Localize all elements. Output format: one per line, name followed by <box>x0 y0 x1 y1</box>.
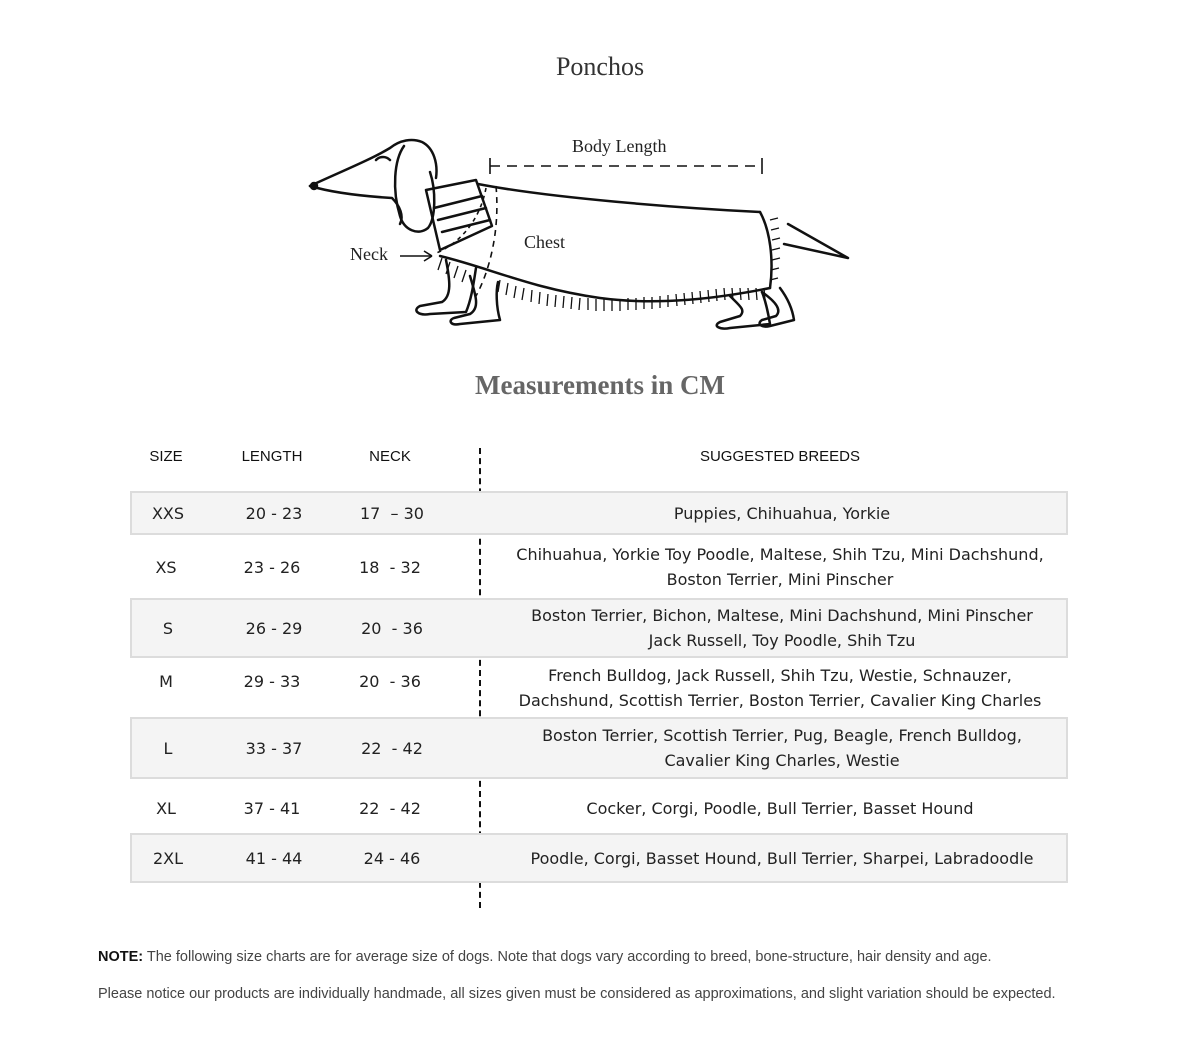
breeds-text: Cocker, Corgi, Poodle, Bull Terrier, Basset Hound <box>586 798 974 818</box>
neck-cell: 18 - 32 <box>359 557 421 577</box>
dog-measurement-diagram <box>300 120 880 335</box>
table-row <box>130 540 1068 594</box>
size-cell: 2XL <box>152 848 184 868</box>
breeds-cell <box>482 835 1082 881</box>
breeds-text: Puppies, Chihuahua, Yorkie <box>673 503 891 523</box>
breeds-cell <box>482 719 1082 777</box>
table-row <box>130 717 1068 779</box>
header-size: SIZE <box>149 448 183 465</box>
length-cell: 33 - 37 <box>245 738 303 758</box>
note-label: NOTE: <box>98 949 144 965</box>
size-cell: M <box>159 672 173 691</box>
breeds-text-line1: Boston Terrier, Scottish Terrier, Pug, Beagle, French Bulldog, <box>542 726 1022 745</box>
size-cell: L <box>163 738 173 758</box>
body-length-label: Body Length <box>572 136 667 156</box>
table-row <box>130 788 1068 828</box>
breeds-text-line2: Jack Russell, Toy Poodle, Shih Tzu <box>648 631 916 650</box>
breeds-text-line2: Cavalier King Charles, Westie <box>664 751 900 770</box>
header-suggested-breeds: SUGGESTED BREEDS <box>699 448 861 465</box>
breeds-text-line2: Dachshund, Scottish Terrier, Boston Terrier, Cavalier King Charles <box>518 691 1042 710</box>
breeds-text-line1: Chihuahua, Yorkie Toy Poodle, Maltese, Shih Tzu, Mini Dachshund, <box>516 545 1044 564</box>
size-cell: XXS <box>151 503 185 523</box>
size-cell: XL <box>156 798 176 818</box>
breeds-cell <box>480 540 1080 594</box>
length-cell: 29 - 33 <box>243 672 301 691</box>
note-text: The following size charts are for average size of dogs. Note that dogs vary according to breed, bone-structure, hair density and age. <box>143 949 992 965</box>
neck-label: Neck <box>350 244 388 264</box>
breeds-text-line1: French Bulldog, Jack Russell, Shih Tzu, Westie, Schnauzer, <box>548 666 1012 685</box>
table-row <box>130 833 1068 883</box>
breeds-text-line2: Boston Terrier, Mini Pinscher <box>666 570 894 589</box>
handmade-note: Please notice our products are individually handmade, all sizes given must be considered as approximations, and slight variation should be expected. <box>98 986 1056 1002</box>
breeds-cell <box>482 600 1082 656</box>
size-note <box>98 949 992 965</box>
breeds-cell <box>482 493 1082 533</box>
breeds-cell <box>480 662 1080 714</box>
measurements-heading: Measurements in CM <box>475 370 725 400</box>
chest-label: Chest <box>524 232 566 252</box>
breeds-cell <box>480 788 1080 828</box>
neck-cell: 20 - 36 <box>359 672 421 691</box>
length-cell: 23 - 26 <box>243 557 301 577</box>
table-row <box>130 662 1068 714</box>
page-title: Ponchos <box>555 52 645 81</box>
header-length: LENGTH <box>241 448 303 465</box>
table-row <box>130 491 1068 535</box>
table-row <box>130 598 1068 658</box>
neck-cell: 17 – 30 <box>360 503 424 523</box>
neck-cell: 24 - 46 <box>363 848 421 868</box>
length-cell: 20 - 23 <box>245 503 303 523</box>
header-neck: NECK <box>369 448 411 465</box>
length-cell: 41 - 44 <box>245 848 303 868</box>
size-cell: S <box>162 618 174 638</box>
length-cell: 37 - 41 <box>243 798 301 818</box>
size-cell: XS <box>155 557 177 577</box>
breeds-text-line1: Boston Terrier, Bichon, Maltese, Mini Dachshund, Mini Pinscher <box>531 606 1033 625</box>
length-cell: 26 - 29 <box>245 618 303 638</box>
neck-cell: 22 - 42 <box>359 798 421 818</box>
neck-cell: 22 - 42 <box>361 738 423 758</box>
breeds-text: Poodle, Corgi, Basset Hound, Bull Terrier, Sharpei, Labradoodle <box>530 848 1034 868</box>
neck-cell: 20 - 36 <box>361 618 423 638</box>
